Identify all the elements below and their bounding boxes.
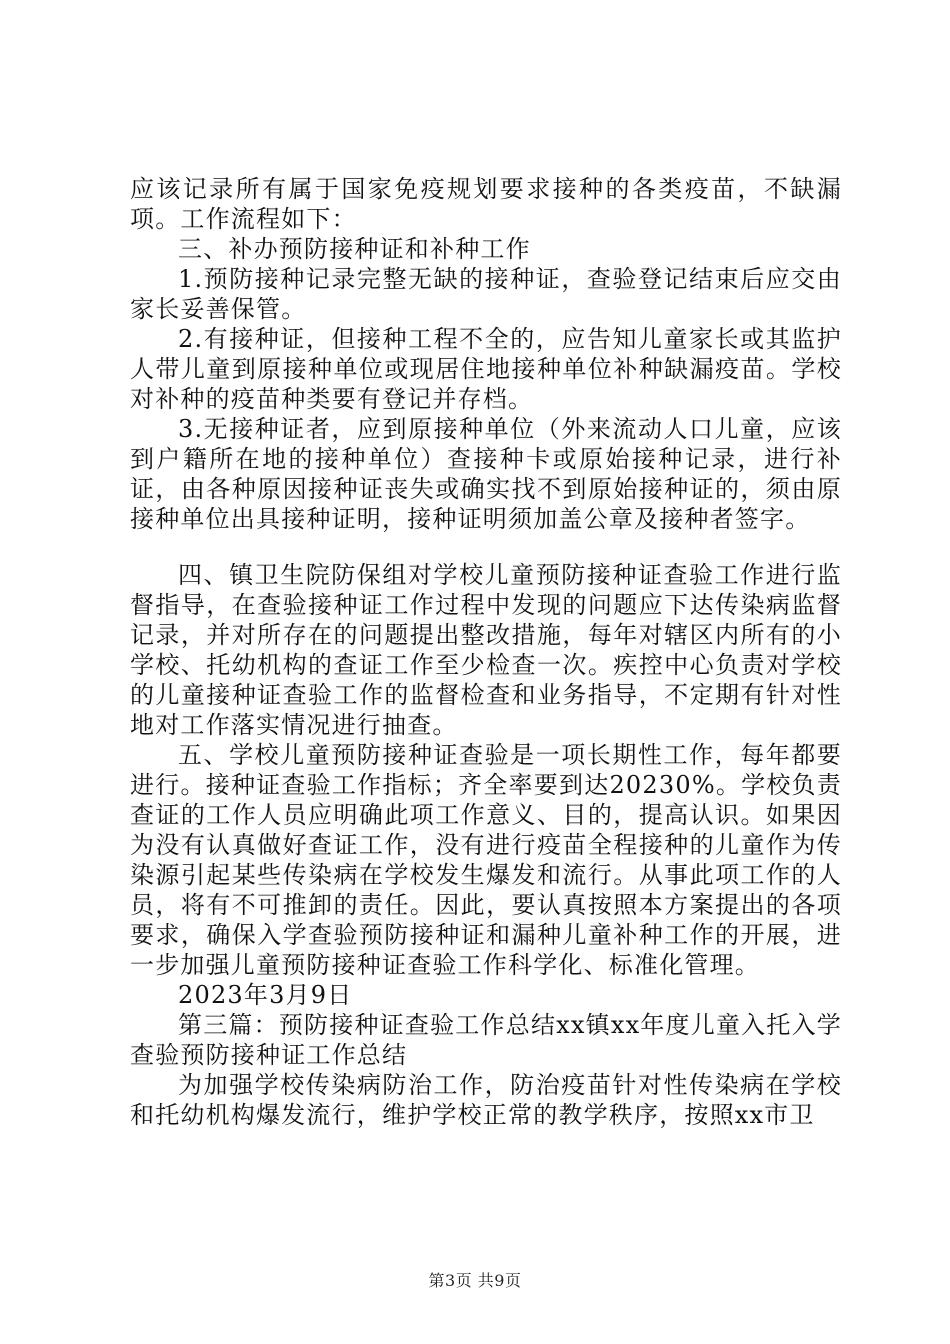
paragraph-item-1: 1.预防接种记录完整无缺的接种证，查验登记结束后应交由家长妥善保管。 xyxy=(130,265,842,323)
chapter-three-title: 第三篇：预防接种证查验工作总结xx镇xx年度儿童入托入学查验预防接种证工作总结 xyxy=(130,1011,842,1069)
paragraph-section-five: 五、学校儿童预防接种证查验是一项长期性工作，每年都要进行。接种证查验工作指标；齐全率要到达20230%。学校负责查证的工作人员应明确此项工作意义、目的，提高认识。如果因为没有认真做好查证工作，没有进行疫苗全程接种的儿童作为传染源引起某些传染病在学校发生爆发和流行。从事此项工作的人员，将有不可推卸的责任。因此，要认真按照本方案提出的各项要求，确保入学查验预防接种证和漏种儿童补种工作的开展，进一步加强儿童预防接种证查验工作科学化、标准化管理。 xyxy=(130,741,842,979)
section-heading-three: 三、补办预防接种证和补种工作 xyxy=(178,235,531,263)
paragraph-section-four: 四、镇卫生院防保组对学校儿童预防接种证查验工作进行监督指导，在查验接种证工作过程中发现的问题应下达传染病监督记录，并对所存在的问题提出整改措施，每年对辖区内所有的小学校、托幼机构的查证工作至少检查一次。疾控中心负责对学校的儿童接种证查验工作的监督检查和业务指导，不定期有针对性地对工作落实情况进行抽查。 xyxy=(130,561,842,739)
paragraph-item-2: 2.有接种证，但接种工程不全的，应告知儿童家长或其监护人带儿童到原接种单位或现居住地接种单位补种缺漏疫苗。学校对补种的疫苗种类要有登记并存档。 xyxy=(130,325,842,413)
paragraph-vaccine-record: 应该记录所有属于国家免疫规划要求接种的各类疫苗，不缺漏项。工作流程如下： xyxy=(130,175,842,233)
document-body xyxy=(130,174,842,1130)
page-number-footer: 第3页 共9页 xyxy=(428,1271,522,1290)
document-date: 2023年3月9日 xyxy=(178,981,353,1009)
paragraph-chapter-three-intro: 为加强学校传染病防治工作，防治疫苗针对性传染病在学校和托幼机构爆发流行，维护学校正常的教学秩序，按照xx市卫 xyxy=(130,1071,842,1129)
paragraph-item-3: 3.无接种证者，应到原接种单位（外来流动人口儿童，应该到户籍所在地的接种单位）查接种卡或原始接种记录，进行补证，由各种原因接种证丧失或确实找不到原始接种证的，须由原接种单位出具接种证明，接种证明须加盖公章及接种者签字。 xyxy=(130,415,842,533)
